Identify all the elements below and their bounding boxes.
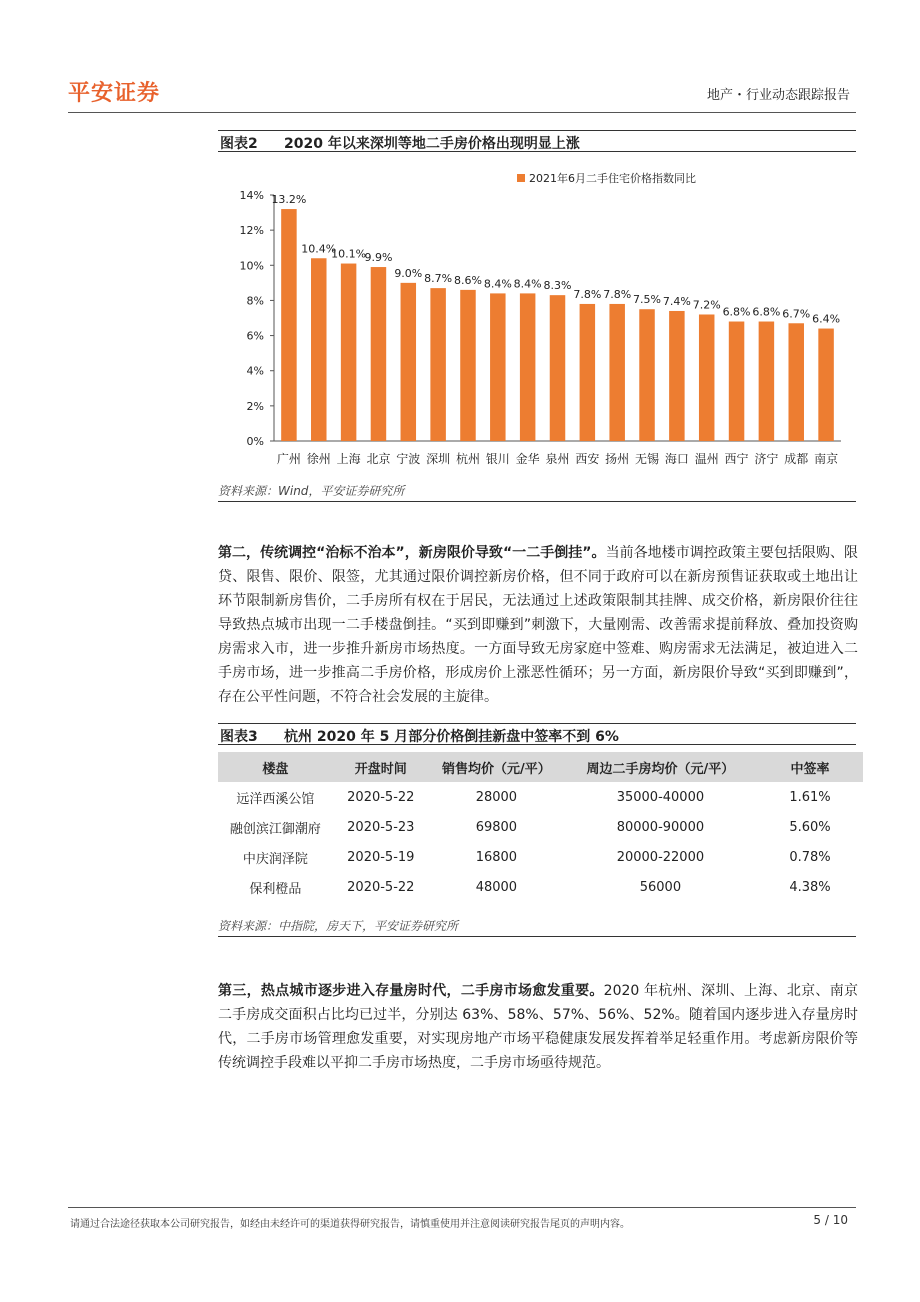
table-cell: 2020-5-22 (347, 879, 415, 895)
x-category-label: 济宁 (754, 452, 779, 466)
table-cell: 80000-90000 (616, 819, 705, 835)
y-tick-label: 6% (246, 329, 264, 343)
bar-温州 (699, 314, 715, 441)
bar-value-label: 7.8% (603, 287, 632, 301)
x-category-label: 泉州 (545, 452, 570, 466)
table-cell: 2020-5-22 (347, 789, 415, 805)
bar-南京 (818, 329, 834, 441)
y-tick-label: 4% (246, 364, 264, 378)
bar-value-label: 6.4% (812, 312, 841, 326)
bar-value-label: 10.1% (331, 247, 367, 261)
y-axis (240, 189, 274, 448)
paragraph-lead: 第三，热点城市逐步进入存量房时代，二手房市场愈发重要。 (218, 983, 604, 999)
figure3-title: 杭州 2020 年 5 月部分价格倒挂新盘中签率不到 6% (284, 729, 619, 745)
x-category-label: 金华 (515, 452, 540, 466)
bar-value-label: 13.2% (271, 193, 307, 207)
bar-value-label: 7.4% (662, 294, 691, 308)
x-category-label: 银川 (485, 452, 510, 466)
y-tick-label: 14% (239, 189, 264, 202)
bar-济宁 (759, 322, 775, 441)
bar-成都 (788, 323, 804, 441)
table-cell: 69800 (475, 819, 518, 835)
bar-value-label: 6.8% (722, 305, 751, 319)
col-header: 开盘时间 (333, 752, 429, 782)
bar-value-label: 6.8% (752, 305, 781, 319)
table-cell: 保利橙品 (249, 881, 302, 897)
figure3-source: 资料来源：中指院，房天下，平安证券研究所 (218, 917, 856, 937)
bar-金华 (520, 293, 536, 441)
table-header-row (218, 752, 863, 782)
table-cell: 48000 (475, 879, 518, 895)
x-category-label: 南京 (814, 452, 839, 466)
bar-value-label: 6.7% (782, 307, 811, 321)
x-category-label: 北京 (366, 452, 391, 466)
figure2-caption (218, 130, 856, 152)
report-type: 地产・行业动态跟踪报告 (706, 88, 850, 103)
bar-series (271, 193, 840, 441)
footer-divider (68, 1207, 856, 1208)
x-category-label: 海口 (664, 452, 689, 466)
figure3-caption (218, 723, 856, 745)
table-cell: 35000-40000 (616, 789, 705, 805)
table-cell: 4.38% (789, 879, 831, 895)
paragraph-body: 2020 年杭州、深圳、上海、北京、南京二手房成交面积占比均已过半，分别达 63%、58%、57%、56%、52%。随着国内逐步进入存量房时代，二手房市场管理愈发重要，对实现房地产市场平稳健康发展发挥着举足轻重作用。考虑新房限价等传统调控手段难以平抑二手房市场热度，二手房市场亟待规范。 (218, 983, 858, 1071)
figure2-source: 资料来源：Wind，平安证券研究所 (218, 482, 856, 502)
bar-扬州 (609, 304, 625, 441)
bar-海口 (669, 311, 685, 441)
figure3-number: 图表3 (220, 729, 258, 745)
table-cell: 56000 (639, 879, 682, 895)
footer-disclaimer: 请通过合法途径获取本公司研究报告，如经由未经许可的渠道获得研究报告，请慎重使用并注意阅读研究报告尾页的声明内容。 (70, 1219, 630, 1230)
x-category-label: 无锡 (635, 452, 660, 466)
bar-value-label: 7.2% (692, 298, 721, 312)
y-tick-label: 10% (239, 259, 264, 273)
paragraph-lead: 第二，传统调控“治标不治本”，新房限价导致“一二手倒挂”。 (218, 545, 606, 561)
x-category-label: 西宁 (724, 452, 749, 466)
bar-value-label: 8.4% (483, 277, 512, 291)
bar-无锡 (639, 309, 655, 441)
bar-西安 (580, 304, 596, 441)
bar-chart (218, 160, 856, 478)
legend-swatch (517, 174, 525, 182)
header-divider (68, 112, 856, 113)
x-category-label: 温州 (694, 452, 719, 466)
table-cell: 28000 (475, 789, 518, 805)
presale-table (218, 752, 863, 902)
table-cell: 1.61% (789, 789, 831, 805)
col-header: 周边二手房均价（元/平） (564, 752, 757, 782)
bar-深圳 (430, 288, 446, 441)
x-category-label: 宁波 (396, 452, 421, 466)
x-category-label: 成都 (784, 452, 809, 466)
bar-银川 (490, 293, 506, 441)
paragraph-body: 当前各地楼市调控政策主要包括限购、限贷、限售、限价、限签，尤其通过限价调控新房价格，但不同于政府可以在新房预售证获取或土地出让环节限制新房售价，二手房所有权在于居民，无法通过上述政策限制其挂牌、成交价格，新房限价往往导致热点城市出现一二手楼盘倒挂。“买到即赚到”刺激下，大量刚需、改善需求提前释放、叠加投资购房需求入市，进一步推升新房市场热度。一方面导致无房家庭中签难、购房需求无法满足，被迫进入二手房市场，进一步推高二手房价格，形成房价上涨恶性循环；另一方面，新房限价导致“买到即赚到”，存在公平性问题，不符合社会发展的主旋律。 (218, 545, 859, 705)
x-category-label: 广州 (276, 452, 301, 466)
table-cell: 20000-22000 (616, 849, 705, 865)
paragraph-second-point (218, 541, 858, 709)
x-category-label: 徐州 (306, 452, 331, 466)
x-category-label: 扬州 (605, 452, 630, 466)
bar-value-label: 10.4% (301, 242, 337, 256)
table-row (218, 782, 863, 812)
page-number: 5 / 10 (813, 1213, 848, 1227)
x-category-label: 西安 (575, 452, 600, 466)
figure2-number: 图表2 (220, 136, 258, 152)
chart-legend (517, 171, 696, 185)
y-tick-label: 8% (246, 294, 264, 308)
y-tick-label: 0% (246, 435, 264, 448)
bar-value-label: 7.5% (633, 293, 662, 307)
table-cell: 16800 (475, 849, 518, 865)
table-cell: 2020-5-19 (347, 849, 415, 865)
x-category-label: 深圳 (426, 452, 451, 466)
bar-value-label: 8.6% (453, 273, 482, 287)
bar-西宁 (729, 322, 745, 441)
bar-value-label: 8.3% (543, 279, 572, 293)
bar-value-label: 9.9% (364, 251, 393, 265)
col-header: 中签率 (757, 752, 863, 782)
bar-上海 (341, 264, 357, 441)
bar-北京 (371, 267, 387, 441)
x-category-label: 杭州 (455, 452, 480, 466)
table-row (218, 812, 863, 842)
table-cell: 融创滨江御潮府 (229, 821, 321, 837)
bar-广州 (281, 209, 297, 441)
table-row (218, 842, 863, 872)
bar-value-label: 9.0% (394, 266, 423, 280)
table-cell: 远洋西溪公馆 (236, 791, 315, 807)
figure2-title: 2020 年以来深圳等地二手房价格出现明显上涨 (284, 136, 580, 152)
paragraph-third-point (218, 979, 858, 1075)
y-tick-label: 12% (239, 224, 264, 238)
table-cell: 0.78% (789, 849, 831, 865)
bar-泉州 (550, 295, 566, 441)
table-cell: 中庆润泽院 (242, 851, 308, 867)
company-logo: 平安证券 (68, 81, 161, 106)
bar-value-label: 7.8% (573, 287, 602, 301)
table-row (218, 872, 863, 902)
bar-徐州 (311, 258, 327, 441)
table-cell: 5.60% (789, 819, 831, 835)
col-header: 销售均价（元/平） (429, 752, 564, 782)
x-axis-categories (277, 451, 838, 466)
bar-value-label: 8.7% (424, 272, 453, 286)
bar-杭州 (460, 290, 476, 441)
x-category-label: 上海 (336, 452, 361, 466)
col-header: 楼盘 (218, 752, 333, 782)
y-tick-label: 2% (246, 399, 264, 413)
legend-label: 2021年6月二手住宅价格指数同比 (529, 172, 696, 185)
bar-value-label: 8.4% (513, 277, 542, 291)
bar-宁波 (401, 283, 417, 441)
table-cell: 2020-5-23 (347, 819, 415, 835)
